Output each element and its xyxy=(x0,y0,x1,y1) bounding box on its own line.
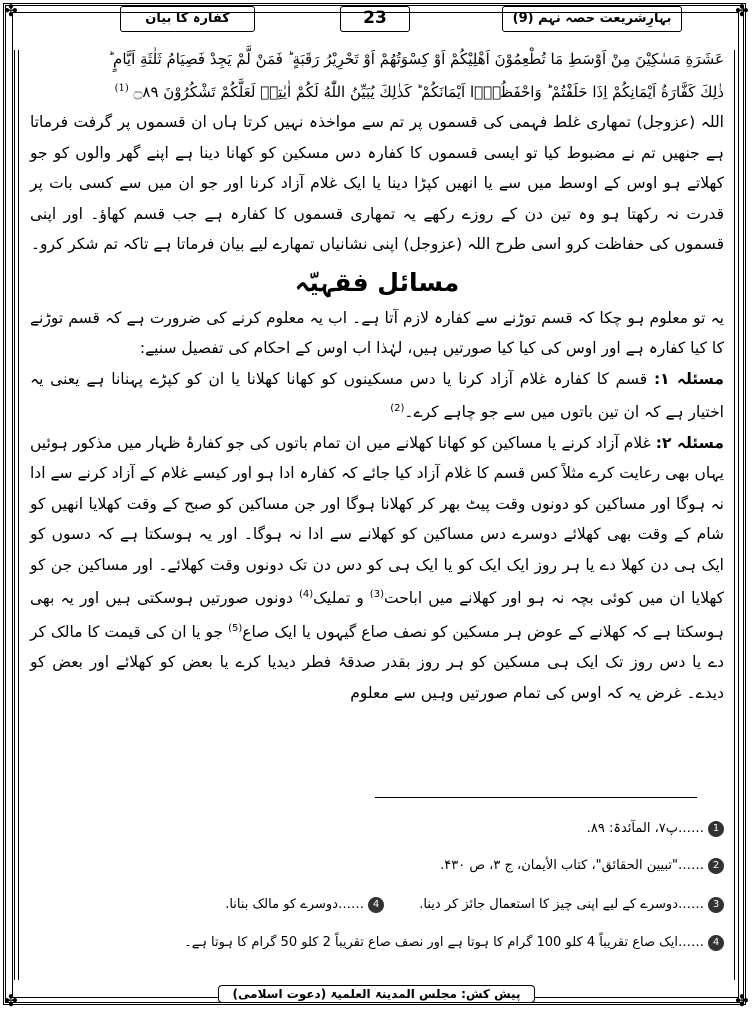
footnote-divider xyxy=(375,797,697,798)
corner-ornament-icon: ✤ xyxy=(4,991,18,1010)
intro-paragraph: یہ تو معلوم ہو چکا کہ قسم توڑنے سے کفارہ لازم آتا ہے۔ اب یہ معلوم کرنے کی ضرورت ہے کہ قسم توڑنے کا کیا کفارہ ہے اور اوس کی کیا کیا صورتیں ہیں، لہٰذا اب اوس کے احکام کی تفصیل سنیے: xyxy=(30,308,724,357)
footnote: 3……دوسرے کے لیے اپنی چیز کا استعمال جائز کر دینا. xyxy=(419,894,724,916)
corner-ornament-icon: ✤ xyxy=(4,1,18,20)
verse-line: عَشَرَةِ مَسٰكِيْنَ مِنْ اَوْسَطِ مَا تُطْعِمُوْنَ اَهْلِيْكُمْ اَوْ كِسْوَتُهُمْ اَوْ تَحْرِيْرُ رَقَبَةٍ ؕ فَمَنْ لَّمْ يَجِدْ فَصِيَامُ ثَلٰثَةِ اَيَّامٍ ؕ xyxy=(108,50,724,68)
section-heading: مسائل فقہیّہ xyxy=(294,267,460,297)
corner-ornament-icon: ✤ xyxy=(735,1,749,20)
footnote: 4……ایک صاع تقریباً 4 کلو 100 گرام کا ہوتا ہے اور نصف صاع تقریباً 2 کلو 50 گرام کا ہوتا ہے۔ xyxy=(184,932,724,954)
publisher-name: مجلس المدینۃ العلمیۃ xyxy=(330,987,457,1001)
page-footer xyxy=(0,983,753,1003)
page-number: 23 xyxy=(340,6,410,32)
footnote-ref: (3) xyxy=(369,589,384,601)
masala-text: دونوں صورتیں ہوسکتی ہیں اور یہ بھی ہوسکتا ہے کہ کھلانے کے عوض ہر مسکین کو نصف صاع گیہوں یا ایک صاع xyxy=(30,589,724,641)
footnote-number: 4 xyxy=(368,897,384,913)
masala-label: مسئلہ ۲: xyxy=(655,433,725,452)
masala-text: قسم کا کفارہ غلام آزاد کرنا یا دس مسکینوں کو کھانا کھلانا یا ان کو کپڑے پہنانا ہے یعنی یہ اختیار ہے کہ ان تین باتوں میں سے جو چاہے کرے۔ xyxy=(30,369,724,422)
verse-line: ذٰلِكَ كَفَّارَةُ اَيْمَانِكُمْ اِذَا حَلَفْتُمْ ؕ وَاحْفَظُوْۤا اَيْمَانَكُمْ ؕ كَذٰلِكَ يُبَيِّنُ اللّٰهُ لَكُمْ اٰيٰتِهٖ لَعَلَّكُمْ تَشْكُرُوْنَ ۝٨٩ $^{(1)}$ xyxy=(114,83,724,101)
masala-label: مسئلہ ۱: xyxy=(653,369,724,388)
footnote-ref: (4) xyxy=(298,589,314,601)
border-column-right xyxy=(734,50,739,980)
masala-1 xyxy=(30,364,724,428)
publisher-sub: (دعوت اسلامی) xyxy=(232,987,327,1001)
footnote: 2……"تبیین الحقائق"، کتاب الأیمان، ج ۳، ص ۴۳۰. xyxy=(440,855,724,877)
footnote-ref: (1) xyxy=(114,83,129,94)
page-header xyxy=(30,6,722,36)
main-content xyxy=(30,44,724,708)
masala-text: و تملیک xyxy=(313,589,364,608)
masala-text: جو یا ان کی قیمت کا مالک کر دے یا دس روز تک ایک ہی مسکین کو ہر روز بقدر صدقۂ فطر دیدیا کرے یا بعض کو کھلائے اور بعض کو دیدے۔ غرض یہ کہ اوس کی تمام صورتیں وہیں سے معلوم xyxy=(30,622,724,702)
corner-ornament-icon: ✤ xyxy=(735,991,749,1010)
verse-translation: اللہ (عزوجل) تمھاری غلط فہمی کی قسموں پر تم سے مواخذہ نہیں کرتا ہاں ان قسموں پر گرفت فرماتا ہے جنھیں تم نے مضبوط کیا تو ایسی قسموں کا کفارہ دس مسکین کو کھانا دینا ہے اپنے گھر والوں کو جو کھلاتے ہو اوس کے اوسط میں سے یا انھیں کپڑا دینا یا ایک غلام آزاد کرنا اور جو ان میں سے کسی بات پر قدرت نہ رکھتا ہو وہ تین دن کے روزے رکھے یہ تمھاری قسموں کا کفارہ ہے جب قسم کھاؤ۔ اور اپنی قسموں کی حفاظت کرو اسی طرح اللہ (عزوجل) اپنی نشانیاں تمھارے لیے بیان فرماتا ہے تاکہ تم شکر کرو۔ xyxy=(30,113,724,253)
footnote-ref: (2) xyxy=(390,403,405,414)
footnote-ref: (5) xyxy=(228,622,243,634)
book-title: بہارِشریعت حصہ نہم (9) xyxy=(502,6,682,32)
publisher-label: پیش کش: xyxy=(461,987,521,1001)
footnote: 4……دوسرے کو مالک بنانا. xyxy=(225,894,384,916)
footnote-number: 4 xyxy=(708,935,724,951)
footnote-number: 3 xyxy=(708,897,724,913)
footnote-number: 2 xyxy=(708,858,724,874)
border-column-left xyxy=(14,50,19,980)
chapter-title: کفارہ کا بیان xyxy=(120,6,255,32)
footnote-number: 1 xyxy=(708,821,724,837)
masala-2 xyxy=(30,428,724,709)
footnote: 1……پ۷، المآئدۃ: ۸۹. xyxy=(587,818,724,840)
publisher-box xyxy=(218,985,536,1003)
quran-verse xyxy=(30,44,724,107)
masala-text: غلام آزاد کرنے یا مساکین کو کھانا کھلانے میں ان تمام باتوں کی جو کفارۂ ظہار میں مذکور ہوئیں یہاں بھی رعایت کرے مثلاً کس قسم کا غلام آزاد کیا جائے کہ کفارہ ادا ہو اور کیسے غلام کے آزاد کرنے سے ادا نہ ہوگا اور مساکین کو دونوں وقت پیٹ بھر کر کھلانا ہوگا اور جن مساکین کو صبح کے وقت کھلایا انھیں کو شام کے وقت بھی کھلائے دوسرے دس مساکین کو کھلانے سے ادا نہ ہوگا۔ اور یہ ہوسکتا ہے کہ دسوں کو ایک ہی دن کھلا دے یا ہر روز ایک ایک کو یا ایک ہی کو دس دن تک دونوں وقت کھلائے۔ اور مساکین جن کو کھلایا ان میں کوئی بچہ نہ ہو اور کھلانے میں اباحت xyxy=(30,433,724,608)
